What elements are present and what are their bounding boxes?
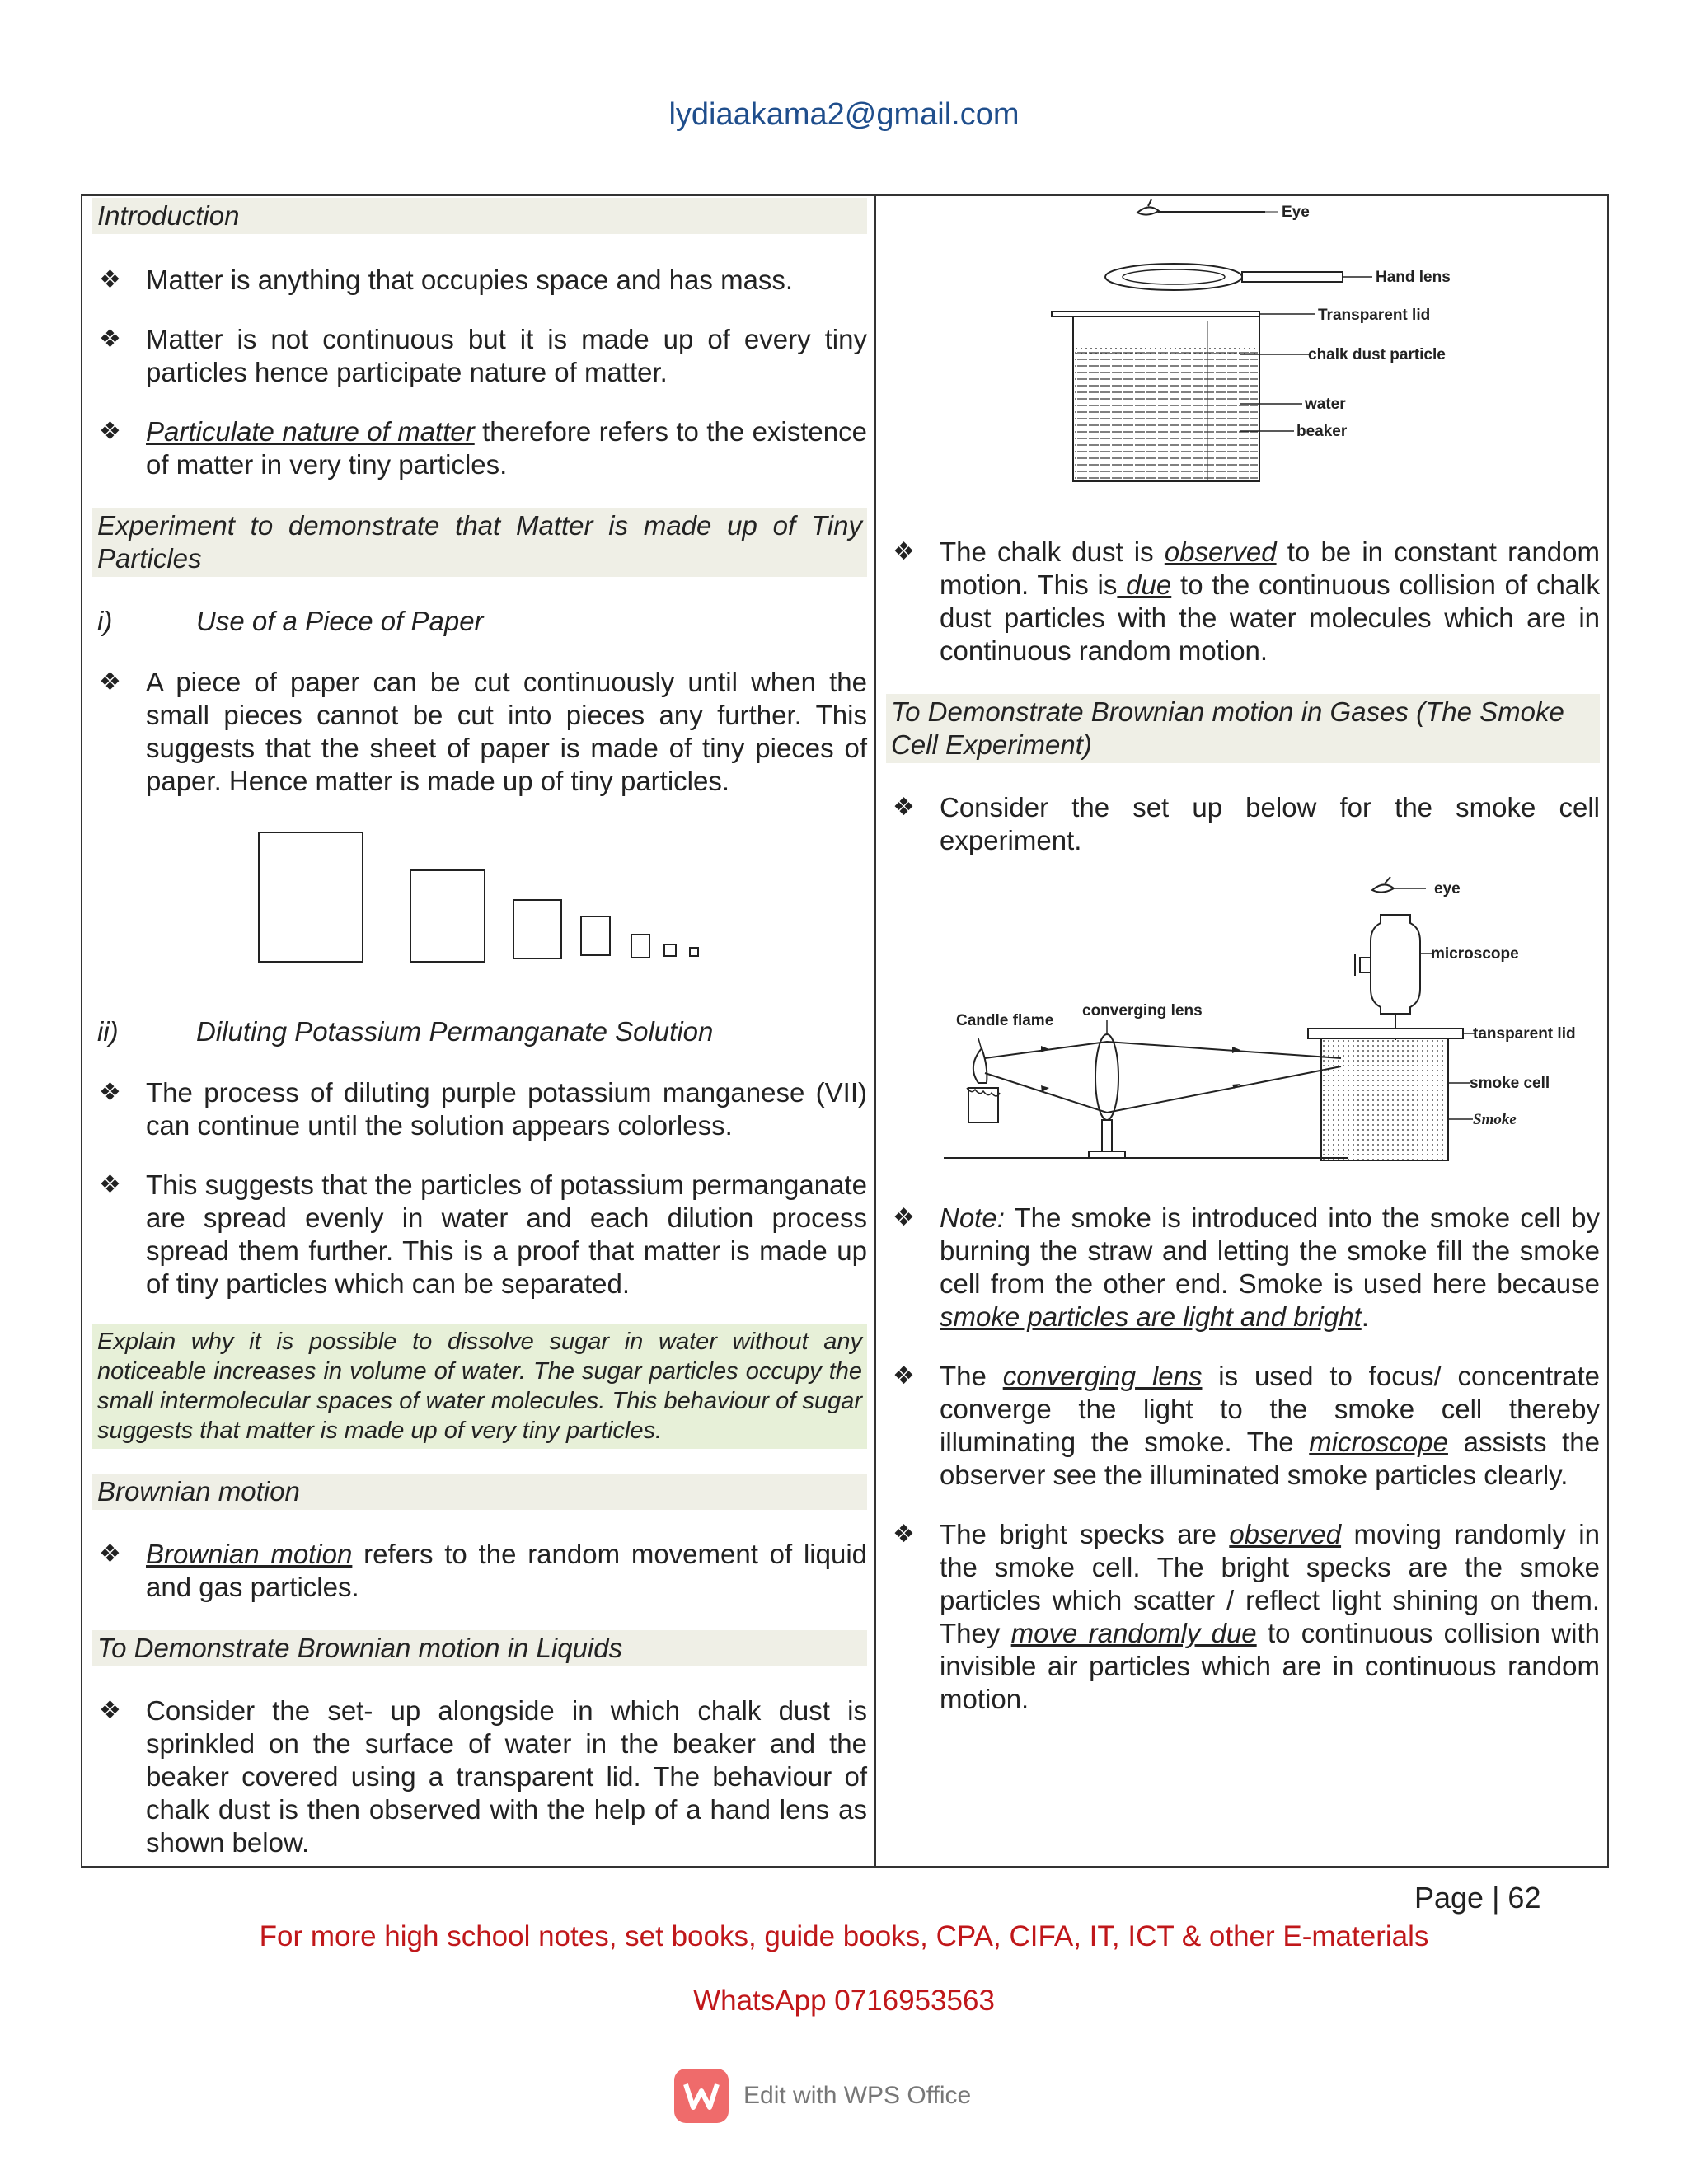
label-smoke: Smoke	[1473, 1111, 1517, 1128]
paper-piece	[513, 900, 561, 958]
microscope-icon	[1371, 915, 1420, 1014]
paper-piece	[410, 870, 485, 962]
bullet-diamond-icon: ❖	[893, 794, 915, 821]
water	[1075, 351, 1258, 480]
paper-pieces-figure	[92, 824, 867, 981]
label-beaker: beaker	[1296, 423, 1348, 440]
bullet-diamond-icon: ❖	[893, 1362, 915, 1390]
light-ray	[985, 1066, 1341, 1113]
smoke-cell-lid	[1308, 1029, 1463, 1038]
intro-bullet-2: ❖ Matter is not continuous but it is made up of every tiny particles hence participate nature of matter.	[99, 324, 867, 387]
bullet-diamond-icon: ❖	[99, 418, 121, 445]
label-eye: Eye	[1282, 204, 1310, 221]
smoke-cell-figure	[886, 875, 1600, 1188]
candle-flame-icon	[973, 1048, 987, 1083]
label-smoke-cell: smoke cell	[1470, 1075, 1550, 1092]
brownian-bullet: ❖ Brownian motion refers to the random movement of liquid and gas particles.	[99, 1539, 867, 1602]
intro-bullet-3: ❖ Particulate nature of matter therefore refers to the existence of matter in very tiny particles.	[99, 416, 867, 480]
candle	[968, 1088, 998, 1122]
label-chalk: chalk dust particle	[1308, 346, 1446, 363]
smoke-cell	[1321, 1038, 1448, 1160]
label-hand-lens: Hand lens	[1376, 269, 1451, 286]
liquids-bullet: ❖ Consider the set- up alongside in which chalk dust is sprinkled on the surface of water in the beaker and the beaker covered using a transparent lid. The behaviour of chalk dust is then observed with the help of a hand lens as shown below.	[99, 1695, 867, 1858]
hand-lens-icon	[1105, 264, 1242, 290]
bullet-diamond-icon: ❖	[99, 266, 121, 293]
bullet-diamond-icon: ❖	[99, 1171, 121, 1198]
paper-piece	[690, 948, 698, 956]
wps-label: Edit with WPS Office	[743, 2082, 972, 2109]
bullet-diamond-icon: ❖	[99, 1697, 121, 1724]
label-water: water	[1305, 396, 1346, 413]
chalk-beaker-svg	[886, 198, 1600, 486]
chalk-beaker-figure	[886, 198, 1600, 486]
explain-box	[92, 1324, 867, 1449]
kmno4-bullet-2: ❖ This suggests that the particles of potassium permanganate are spread evenly in water and each dilution process spread them further. This is a proof that matter is made up of tiny particles which can be separated.	[99, 1169, 867, 1299]
bullet-diamond-icon: ❖	[893, 538, 915, 565]
label-microscope: microscope	[1431, 945, 1519, 963]
paper-piece	[581, 916, 610, 955]
paper-piece	[631, 935, 649, 958]
bullet-diamond-icon: ❖	[99, 1540, 121, 1568]
label-converging-lens: converging lens	[1082, 1002, 1203, 1019]
term-brownian-motion: Brownian motion	[146, 1539, 353, 1569]
label-lid: Transparent lid	[1318, 307, 1431, 324]
paper-piece	[664, 944, 676, 956]
kmno4-bullet-1: ❖ The process of diluting purple potassium manganese (VII) can continue until the solution appears colorless.	[99, 1077, 867, 1141]
bullet-diamond-icon: ❖	[99, 326, 121, 353]
promo-whatsapp: WhatsApp 0716953563	[693, 1985, 995, 2017]
bullet-diamond-icon: ❖	[893, 1521, 915, 1548]
explain-question: Explain why it is possible to dissolve sugar in water without any noticeable increases in volume of water.	[97, 1329, 862, 1385]
page-number: Page | 62	[1414, 1881, 1541, 1915]
brownian-heading: Brownian motion	[92, 1474, 867, 1510]
converging-lens-icon	[1095, 1034, 1118, 1120]
light-ray	[985, 1042, 1341, 1058]
eye-icon	[1372, 884, 1394, 892]
term-particulate-nature: Particulate nature of matter	[146, 416, 475, 447]
wps-edit-badge[interactable]	[674, 2069, 971, 2123]
bullet-diamond-icon: ❖	[893, 1204, 915, 1231]
subheading-paper: i) Use of a Piece of Paper	[97, 606, 484, 636]
paper-bullet: ❖ A piece of paper can be cut continuously until when the small pieces cannot be cut into pieces any further. This suggests that the sheet of paper is made of tiny pieces of paper. Hence matter is made up of tiny particles.	[99, 667, 867, 796]
subheading-kmno4: ii) Diluting Potassium Permanganate Solution	[97, 1016, 714, 1047]
paper-piece	[259, 832, 363, 962]
gases-heading: To Demonstrate Brownian motion in Gases (The Smoke Cell Experiment)	[886, 694, 1600, 763]
label-eye: eye	[1434, 880, 1461, 898]
left-column	[92, 198, 867, 1886]
chalk-observation-bullet: ❖ The chalk dust is observed to be in constant random motion. This is due to the continuous collision of chalk dust particles with the water molecules which are in continuous random motion.	[893, 537, 1600, 666]
chalk-dust-layer	[1075, 344, 1258, 354]
intro-bullet-1: ❖ Matter is anything that occupies space and has mass.	[99, 265, 794, 295]
bullet-diamond-icon: ❖	[99, 668, 121, 696]
paper-pieces-svg	[92, 824, 867, 981]
header-email: lydiaakama2@gmail.com	[668, 97, 1020, 132]
liquids-heading: To Demonstrate Brownian motion in Liquids	[92, 1630, 867, 1666]
smoke-cell-svg	[886, 875, 1600, 1188]
wps-logo-icon	[674, 2069, 729, 2123]
column-divider	[874, 194, 876, 1868]
intro-heading: Introduction	[92, 198, 867, 234]
eye-icon	[1137, 199, 1159, 215]
lens-bullet: ❖ The converging lens is used to focus/ concentrate converge the light to the smoke cell thereby illuminating the smoke. The microscope assists the observer see the illuminated smoke particles clearly.	[893, 1361, 1600, 1490]
promo-line-1: For more high school notes, set books, guide books, CPA, CIFA, IT, ICT & other E-materials	[259, 1920, 1429, 1952]
gases-bullet: ❖ Consider the set up below for the smoke cell experiment.	[893, 792, 1600, 855]
explain-answer: The sugar particles occupy the small intermolecular spaces of water molecules. This behaviour of sugar suggests that matter is made up of very tiny particles.	[97, 1358, 863, 1444]
label-lid: tansparent lid	[1473, 1025, 1576, 1043]
bullet-diamond-icon: ❖	[99, 1079, 121, 1106]
label-candle: Candle flame	[956, 1012, 1054, 1029]
right-column	[886, 198, 1600, 1742]
specks-bullet: ❖ The bright specks are observed moving randomly in the smoke cell. The bright specks are the smoke particles which scatter / reflect light shining on them. They move randomly due to continuous collision with invisible air particles which are in continuous random motion.	[893, 1519, 1600, 1714]
experiment-heading: Experiment to demonstrate that Matter is made up of Tiny Particles	[92, 508, 867, 577]
note-bullet: ❖ Note: The smoke is introduced into the smoke cell by burning the straw and letting the smoke fill the smoke cell from the other end. Smoke is used here because smoke particles are light and bright.	[893, 1202, 1600, 1332]
